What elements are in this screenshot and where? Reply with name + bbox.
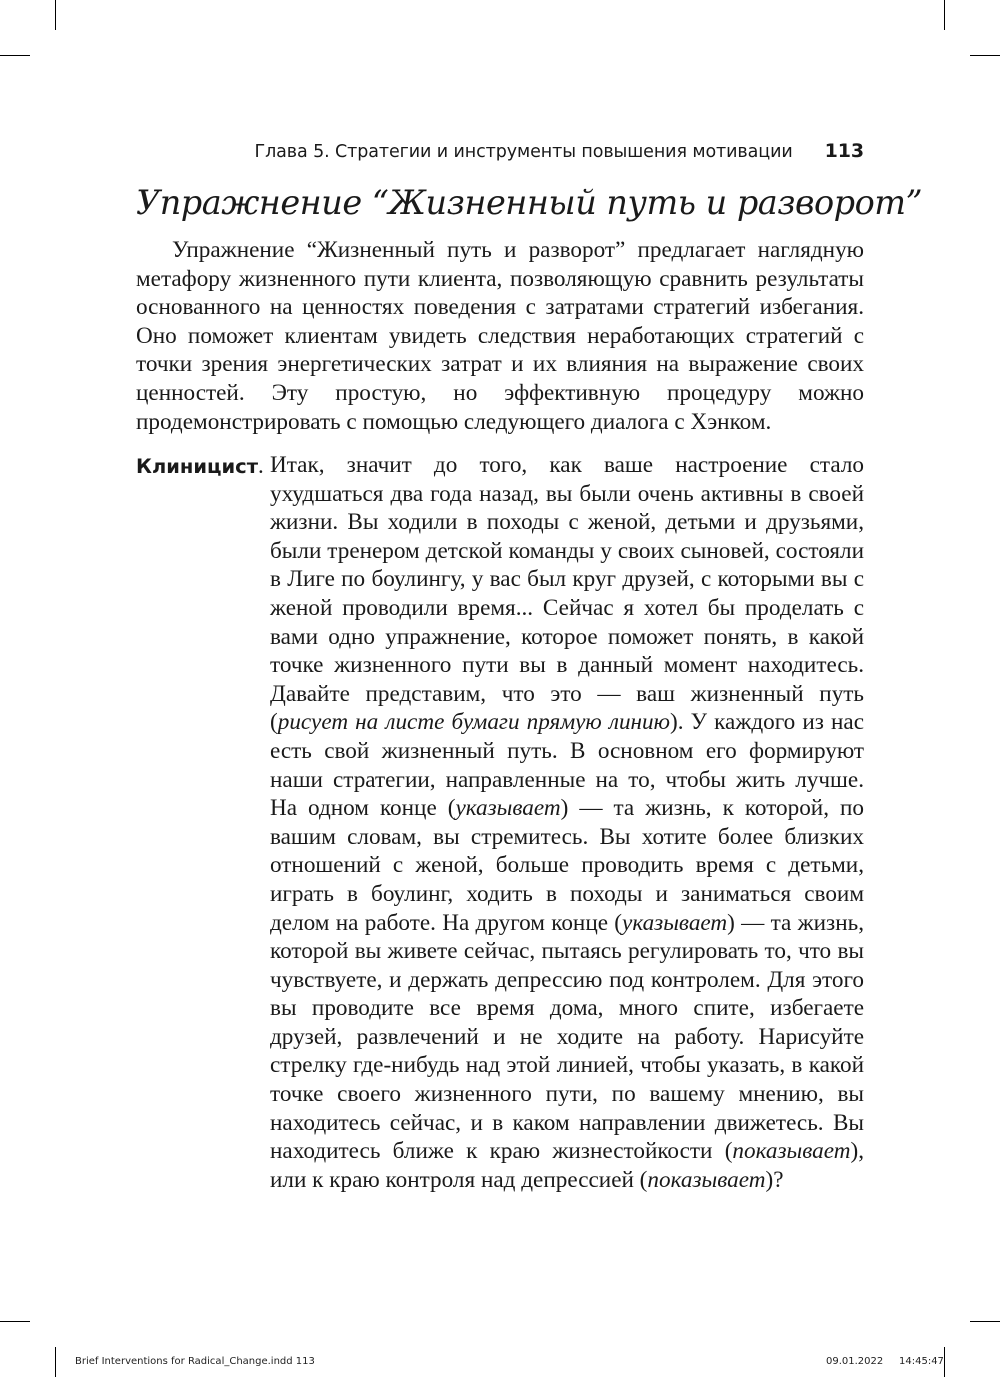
slug-file: Brief Interventions for Radical_Change.indd 113	[75, 1356, 315, 1367]
speaker-name: Клиницист	[136, 455, 258, 478]
crop-mark-top-right	[944, 0, 945, 30]
slug-date: 09.01.2022	[826, 1356, 884, 1367]
crop-mark-bottom-right	[944, 1347, 945, 1377]
crop-mark-bottom-right-h	[970, 1321, 1000, 1322]
crop-mark-bottom-left	[55, 1347, 56, 1377]
speech-segment: ), или к краю контроля над депрессией (	[270, 1138, 864, 1193]
speech-segment: Итак, значит до того, как ваше настроение стало ухудшаться два года назад, вы были очень активны в своей жизни. Вы ходили в походы с женой, детьми и друзьями, были тренером детской команды у своих сыновей, состояли в Лиге по боулингу, у вас был круг друзей, с которыми вы с женой проводили время... Сейчас я хотел бы проделать с вами одно упражнение, которое поможет понять, в какой точке жизненного пути вы в данный момент находитесь. Давайте представим, что это — ваш жизненный путь (	[270, 452, 864, 736]
speech-stage-direction: показывает	[732, 1138, 851, 1165]
speech-segment: ) — та жизнь, которой вы живете сейчас, пытаясь регулировать то, что вы чувствуете, и держать депрессию под контролем. Для этого вы проводите все время дома, много спите, избегаете друзей, развлечений и не ходите на работу. Нарисуйте стрелку где-нибудь над этой линией, чтобы указать, в какой точке своего жизненного пути, по вашему мнению, вы находитесь сейчас, и в каком направлении движетесь. Вы находитесь ближе к краю жизнестойкости (	[270, 909, 864, 1165]
speech-segment: ) — та жизнь, к которой, по вашим словам, вы стремитесь. Вы хотите более близких отношений с женой, больше проводить время с детьми, играть в боулинг, ходить в походы и заниматься своим делом на работе. На другом конце (	[270, 795, 864, 936]
slug-time: 14:45:47	[899, 1356, 944, 1367]
speaker-punct: .	[258, 453, 264, 478]
section-title: Упражнение “Жизненный путь и разворот”	[136, 183, 923, 222]
speech-stage-direction: указывает	[455, 795, 561, 822]
dialogue-block	[136, 451, 864, 1194]
speech-segment: ). У каждого из нас есть свой жизненный путь. В основном его формируют наши стратегии, направленные на то, чтобы жить лучше. На одном конце (	[270, 709, 864, 822]
crop-mark-top-right-h	[970, 55, 1000, 56]
crop-mark-bottom-left-h	[0, 1321, 30, 1322]
crop-mark-top-left	[55, 0, 56, 30]
page-number: 113	[824, 140, 864, 162]
speaker-label	[136, 451, 270, 1194]
speech-segment: )?	[765, 1166, 784, 1193]
intro-paragraph: Упражнение “Жизненный путь и разворот” предлагает наглядную метафору жизненного пути клиента, позволяющую сравнить результаты основанного на ценностях поведения с затратами стратегий избегания. Оно поможет клиентам увидеть следствия неработающих стратегий с точки зрения энергетических затрат и их влияния на выражение своих ценностей. Эту простую, но эффективную процедуру можно продемонстрировать с помощью следующего диалога с Хэнком.	[136, 237, 864, 435]
speech-text	[270, 451, 864, 1194]
speech-stage-direction: указывает	[622, 909, 728, 936]
chapter-title: Глава 5. Стратегии и инструменты повышения мотивации	[254, 142, 793, 162]
running-head	[136, 140, 864, 168]
crop-mark-top-left-h	[0, 55, 30, 56]
speech-stage-direction: показывает	[647, 1166, 766, 1193]
speech-stage-direction: рисует на листе бумаги прямую линию	[277, 709, 670, 736]
